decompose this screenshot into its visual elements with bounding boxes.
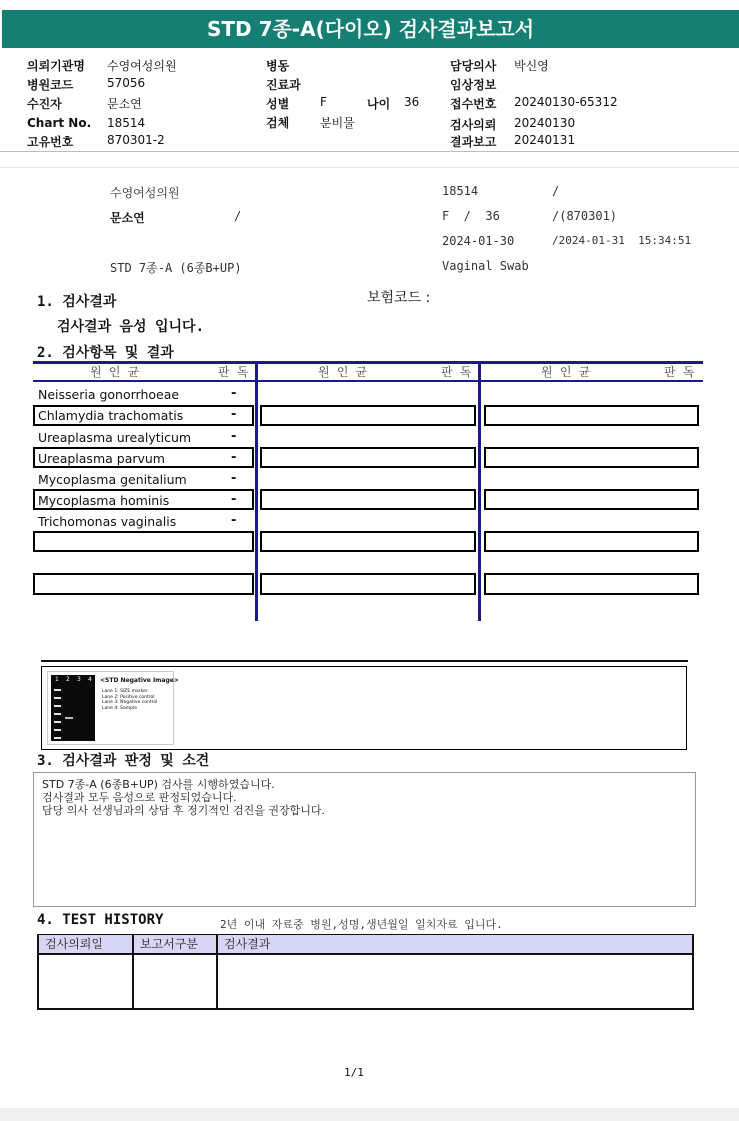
organism-name: Chlamydia trachomatis (38, 408, 184, 423)
history-col-type: 보고서구분 (134, 935, 217, 954)
sub-report-datetime: /2024-01-31 15:34:51 (552, 234, 692, 247)
report-label: 결과보고 (450, 135, 497, 149)
sub-sex-age: F / 36 (442, 209, 500, 223)
row-box-8 (33, 531, 254, 552)
sex-value: F (320, 95, 327, 109)
insurance-code-label: 보험코드 : (367, 290, 431, 306)
row-box-c3-10 (484, 573, 699, 595)
doctor-label: 담당의사 (450, 59, 497, 73)
marker-band (54, 713, 61, 715)
row-box-c2-6 (260, 489, 476, 510)
section2-title: 2. 검사항목 및 결과 (37, 345, 174, 361)
report-header-bar (2, 10, 739, 48)
organism-result: - (231, 429, 237, 444)
patient-label: 수진자 (27, 97, 62, 111)
unique-no-value: 870301-2 (107, 133, 165, 147)
table-divider-2 (478, 363, 481, 621)
col-organism-3: 원 인 균 (541, 365, 591, 379)
history-col-date: 검사의뢰일 (39, 935, 133, 954)
lane-label: 4 (88, 676, 92, 683)
hospital-code-value: 57056 (107, 76, 146, 90)
col-judge-2: 판 독 (441, 365, 472, 379)
opinion-line: STD 7종-A (6종B+UP) 검사를 시행하였습니다. (42, 778, 275, 791)
institution-label: 의뢰기관명 (27, 59, 85, 73)
chart-no-label: Chart No. (27, 116, 92, 130)
table-divider-1 (255, 363, 258, 621)
row-box-c3-4 (484, 447, 699, 468)
unique-no-label: 고유번호 (27, 135, 74, 149)
request-value: 20240130 (514, 116, 576, 130)
institution-value: 수영여성의원 (107, 59, 177, 73)
age-label: 나이 (367, 97, 391, 111)
gel-top-rule (41, 660, 688, 662)
section3-title: 3. 검사결과 판정 및 소견 (37, 753, 210, 769)
marker-band (54, 721, 61, 723)
section1-title: 1. 검사결과 (37, 294, 117, 310)
organism-name: Trichomonas vaginalis (38, 514, 177, 529)
doctor-value: 박신영 (514, 59, 549, 73)
sub-slash-2: / (234, 209, 242, 223)
receipt-value: 20240130-65312 (514, 95, 618, 109)
dept-label: 진료과 (266, 78, 301, 92)
organism-name: Ureaplasma parvum (38, 451, 165, 466)
gel-legend (102, 689, 157, 711)
col-organism-1: 원 인 균 (90, 365, 140, 379)
history-col-result: 검사결과 (218, 935, 692, 954)
header-divider (0, 151, 739, 152)
history-note: 2년 이내 자료중 병원,성명,생년월일 일치자료 입니다. (220, 918, 503, 931)
sub-patient: 문소연 (110, 211, 145, 225)
organism-result: - (231, 407, 237, 422)
organism-name: Mycoplasma genitalium (38, 472, 187, 487)
section4-title: 4. TEST HISTORY (37, 912, 164, 928)
sub-request-date: 2024-01-30 (442, 234, 515, 248)
specimen-label: 검체 (266, 116, 290, 130)
organism-name: Neisseria gonorrhoeae (38, 387, 180, 402)
page-number: 1/1 (344, 1066, 364, 1079)
col-organism-2: 원 인 균 (318, 365, 368, 379)
marker-band (54, 705, 61, 707)
header-divider-2 (0, 167, 739, 168)
marker-band (54, 729, 61, 731)
specimen-value: 분비물 (320, 116, 355, 130)
bottom-strip (0, 1108, 739, 1121)
sub-institution: 수영여성의원 (110, 186, 180, 200)
organism-result: - (231, 471, 237, 486)
opinion-line: 담당 의사 선생님과의 상담 후 정기적인 검진을 권장합니다. (42, 804, 325, 817)
gel-legend-item: Lane 2: Positive control (102, 694, 155, 700)
gel-title: <STD Negative Image> (100, 677, 179, 684)
sub-slash-1: / (552, 184, 560, 198)
sub-birth: /(870301) (552, 209, 618, 223)
organism-result: - (231, 492, 237, 507)
row-box-c2-8 (260, 531, 476, 552)
row-box-c3-2 (484, 405, 699, 426)
marker-band (54, 697, 61, 699)
row-box-c2-4 (260, 447, 476, 468)
gel-legend-item: Lane 4: Sample (102, 705, 137, 711)
request-label: 검사의뢰 (450, 118, 497, 132)
organism-name: Ureaplasma urealyticum (38, 430, 192, 445)
report-value: 20240131 (514, 133, 576, 147)
row-box-c3-8 (484, 531, 699, 552)
col-judge-1: 판 독 (218, 365, 249, 379)
opinion-line: 검사결과 모두 음성으로 판정되었습니다. (42, 791, 237, 804)
chart-no-value: 18514 (107, 116, 146, 130)
report-title: STD 7종-A(다이오) 검사결과보고서 (206, 17, 535, 41)
organism-result: - (231, 450, 237, 465)
sub-chart-no: 18514 (442, 184, 479, 198)
organism-name: Mycoplasma hominis (38, 493, 170, 508)
row-box-c3-6 (484, 489, 699, 510)
age-value: 36 (404, 95, 420, 109)
sex-label: 성별 (266, 97, 290, 111)
gel-thumbnail (47, 671, 179, 745)
clinical-label: 임상정보 (450, 78, 497, 92)
history-col-divider-2 (216, 935, 218, 1009)
history-header-rule (39, 953, 692, 955)
lane-label: 1 (55, 676, 59, 683)
marker-band (54, 689, 61, 691)
section1-result: 검사결과 음성 입니다. (57, 319, 205, 335)
positive-band (65, 717, 73, 719)
patient-value: 문소연 (107, 97, 142, 111)
lane-label: 2 (66, 676, 70, 683)
sub-test-name: STD 7종-A (6종B+UP) (110, 261, 242, 275)
sub-specimen: Vaginal Swab (442, 259, 529, 273)
gel-legend-item: Lane 3: Negative control (102, 700, 158, 705)
marker-band (54, 737, 61, 739)
ward-label: 병동 (266, 59, 290, 73)
receipt-label: 접수번호 (450, 97, 497, 111)
col-judge-3: 판 독 (664, 365, 695, 379)
history-col-divider-1 (132, 935, 134, 1009)
gel-image (51, 675, 95, 741)
hospital-code-label: 병원코드 (27, 78, 74, 92)
row-box-c2-2 (260, 405, 476, 426)
gel-legend-item: Lane 1: SIZE marker (102, 689, 148, 694)
organism-result: - (231, 386, 237, 401)
lane-label: 3 (77, 676, 81, 683)
organism-result: - (231, 513, 237, 528)
row-box-10 (33, 573, 254, 595)
row-box-c2-10 (260, 573, 476, 595)
